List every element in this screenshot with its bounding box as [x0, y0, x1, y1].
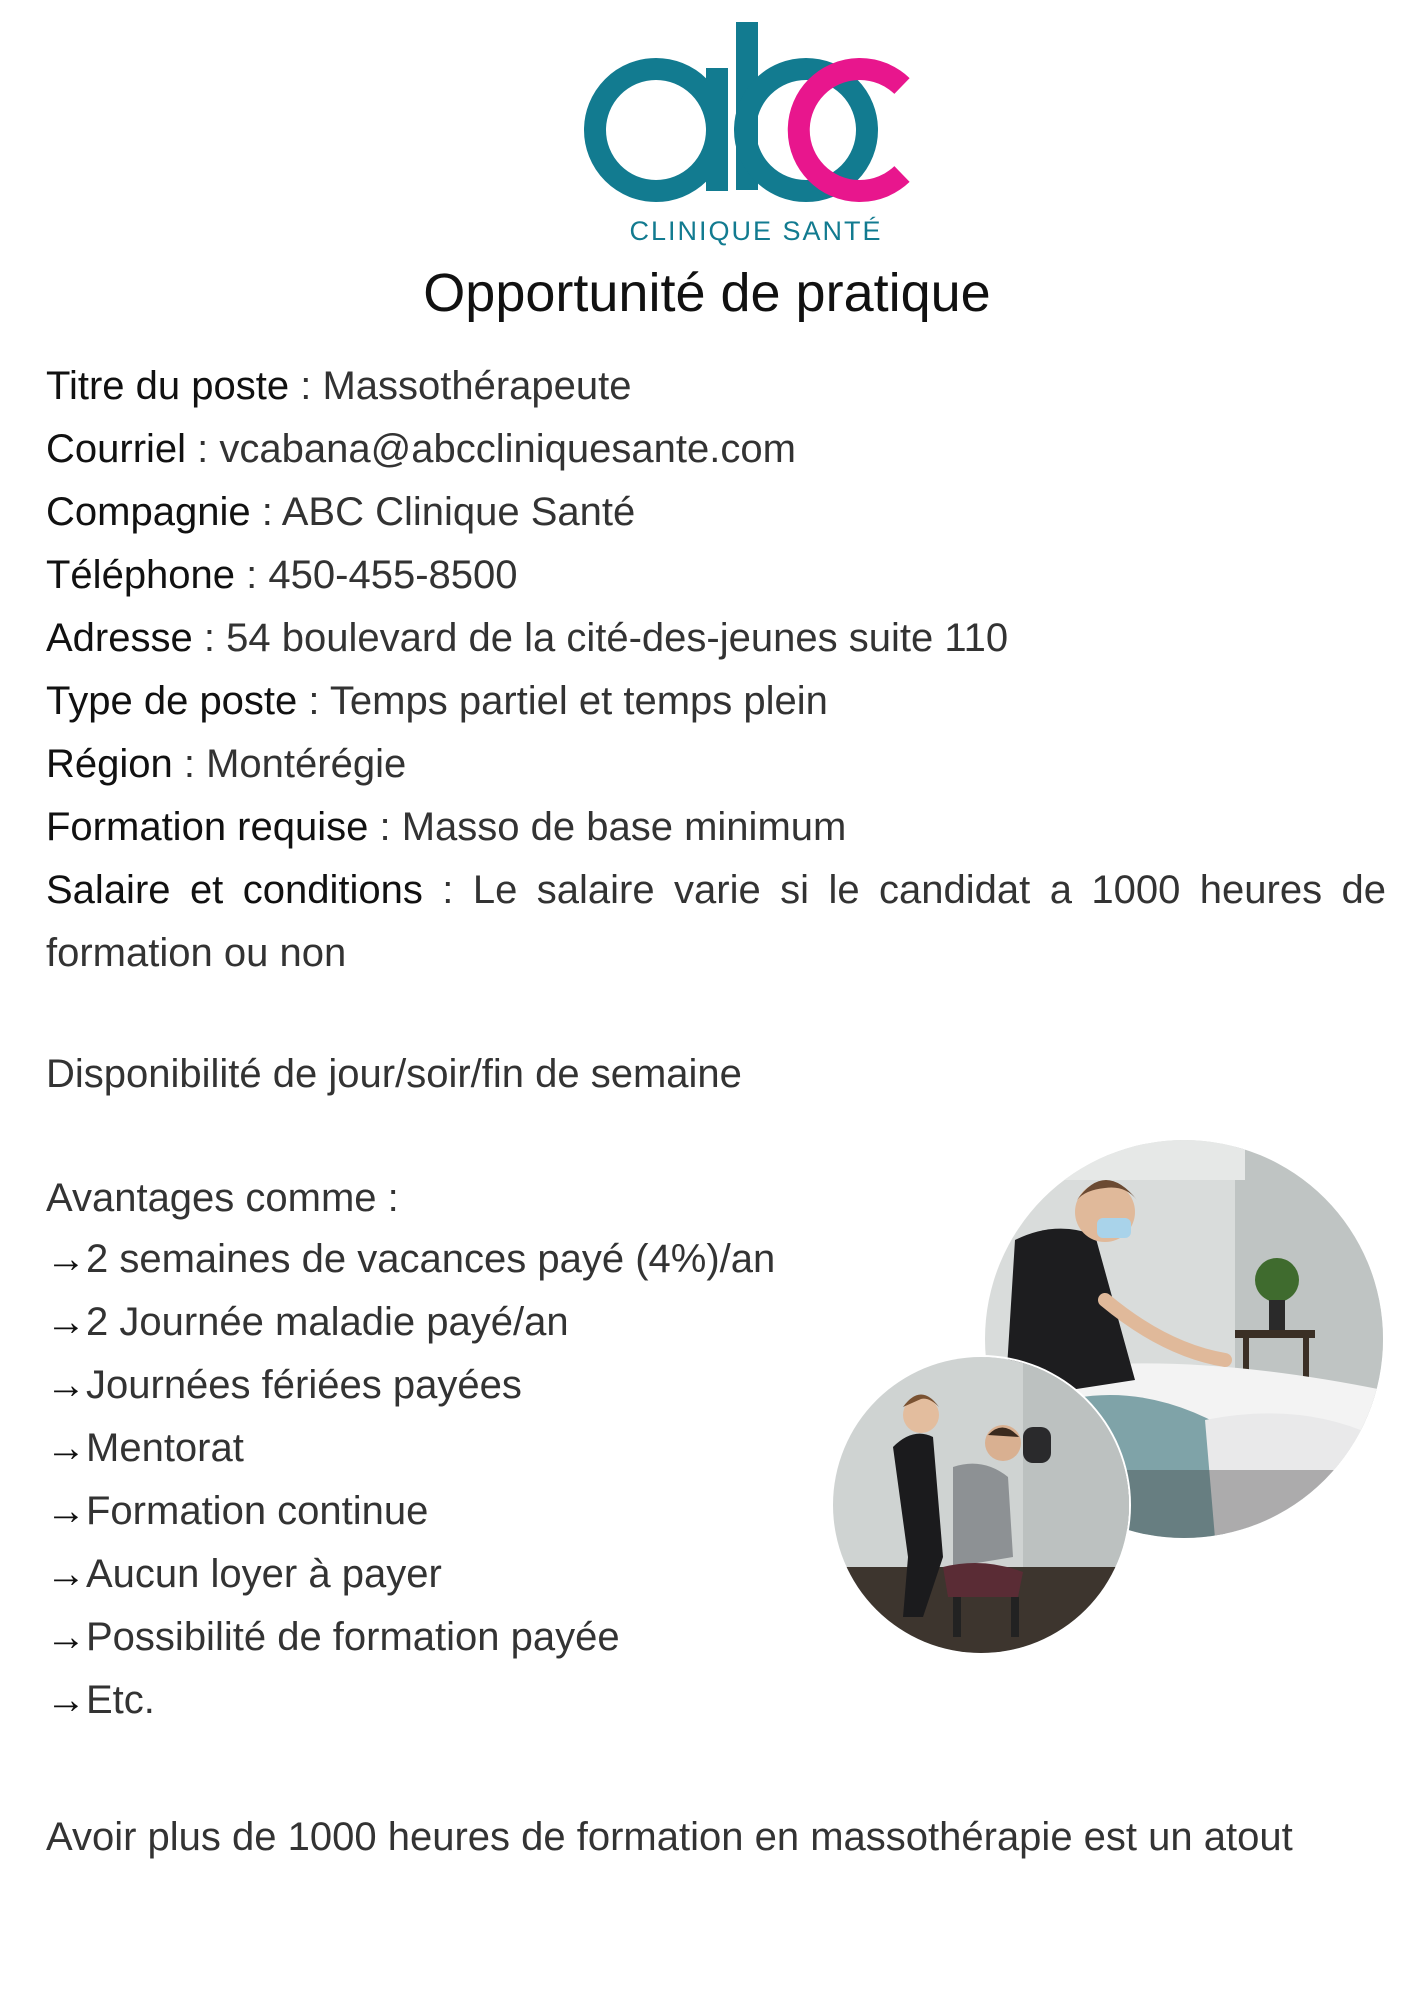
field-value: Le salaire varie si le candidat a 1000 heures de formation ou non: [46, 868, 1387, 975]
page-title: Opportunité de pratique: [423, 263, 991, 323]
field-separator: :: [186, 427, 220, 471]
field-salary: [46, 859, 1386, 985]
arrow-right-icon: →: [46, 1489, 86, 1533]
field-value: vcabana@abccliniquesante.com: [219, 427, 796, 471]
field-label: Titre du poste: [46, 364, 290, 408]
arrow-right-icon: →: [46, 1426, 86, 1470]
closing-text: Avoir plus de 1000 heures de formation en massothérapie est un atout: [46, 1815, 1293, 1859]
field-separator: :: [172, 742, 207, 786]
benefit-text: Aucun loyer à payer: [86, 1552, 442, 1596]
field-separator: :: [297, 679, 330, 723]
field-separator: :: [250, 490, 282, 534]
benefit-text: Mentorat: [86, 1426, 244, 1470]
field-separator: :: [192, 616, 227, 660]
field-value: Temps partiel et temps plein: [329, 679, 828, 723]
field-required-training: [46, 796, 1386, 859]
benefit-text: 2 Journée maladie payé/an: [86, 1300, 569, 1344]
availability-text: Disponibilité de jour/soir/fin de semaine: [46, 1052, 742, 1096]
field-separator: :: [235, 553, 269, 597]
logo-graphic: [578, 22, 938, 252]
arrow-right-icon: →: [46, 1300, 86, 1344]
field-email: [46, 418, 1386, 481]
field-label: Téléphone: [46, 553, 236, 597]
arrow-right-icon: →: [46, 1363, 86, 1407]
field-value: Massothérapeute: [322, 364, 632, 408]
field-label: Adresse: [46, 616, 193, 660]
field-position-type: [46, 670, 1386, 733]
field-label: Salaire et conditions: [46, 868, 423, 912]
list-item: [46, 1606, 775, 1669]
list-item: [46, 1480, 775, 1543]
arrow-right-icon: →: [46, 1237, 86, 1281]
logo-tagline: CLINIQUE SANTÉ: [629, 216, 883, 246]
field-address: [46, 607, 1386, 670]
benefits-heading: Avantages comme :: [46, 1176, 399, 1220]
field-label: Courriel: [46, 427, 187, 471]
field-separator: :: [368, 805, 402, 849]
arrow-right-icon: →: [46, 1615, 86, 1659]
field-region: [46, 733, 1386, 796]
benefit-text: Journées fériées payées: [86, 1363, 522, 1407]
field-job-title: [46, 355, 1386, 418]
field-label: Compagnie: [46, 490, 251, 534]
arrow-right-icon: →: [46, 1552, 86, 1596]
list-item: [46, 1228, 775, 1291]
list-item: [46, 1543, 775, 1606]
field-company: [46, 481, 1386, 544]
job-details: [46, 355, 1386, 985]
list-item: [46, 1417, 775, 1480]
field-value: Montérégie: [206, 742, 407, 786]
list-item: [46, 1669, 775, 1732]
field-value: 450-455-8500: [268, 553, 518, 597]
benefit-text: 2 semaines de vacances payé (4%)/an: [86, 1237, 776, 1281]
field-separator: :: [289, 364, 323, 408]
field-value: Masso de base minimum: [401, 805, 847, 849]
abc-clinique-sante-logo: [578, 22, 938, 252]
field-separator: :: [422, 868, 473, 912]
benefit-text: Possibilité de formation payée: [86, 1615, 620, 1659]
field-label: Formation requise: [46, 805, 369, 849]
benefit-text: Formation continue: [86, 1489, 429, 1533]
arrow-right-icon: →: [46, 1678, 86, 1722]
list-item: [46, 1354, 775, 1417]
field-value: ABC Clinique Santé: [281, 490, 636, 534]
chair-massage-photo: [833, 1357, 1129, 1653]
list-item: [46, 1291, 775, 1354]
benefit-text: Etc.: [86, 1678, 155, 1722]
field-label: Type de poste: [46, 679, 298, 723]
field-value: 54 boulevard de la cité-des-jeunes suite 110: [226, 616, 1009, 660]
benefits-list: [46, 1228, 775, 1732]
field-phone: [46, 544, 1386, 607]
field-label: Région: [46, 742, 173, 786]
